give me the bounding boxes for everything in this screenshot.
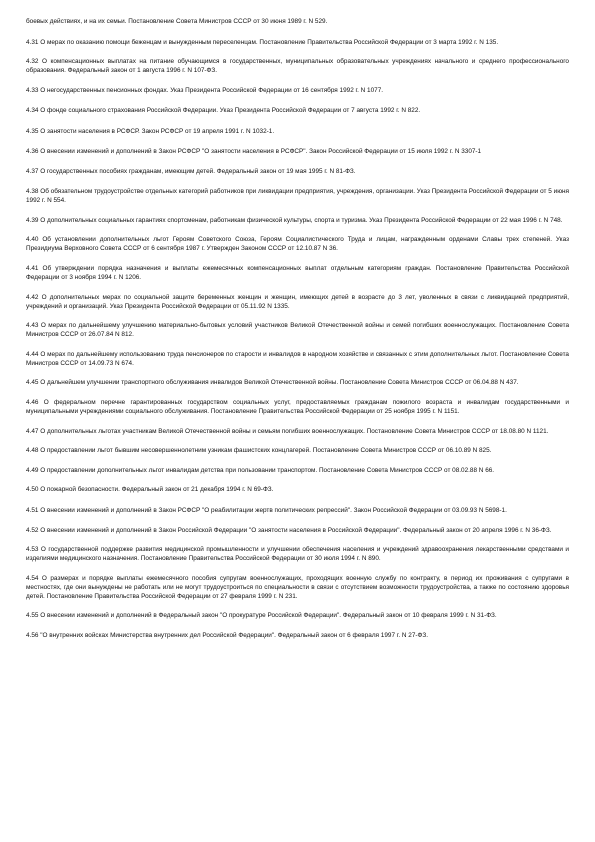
list-item: 4.33 О негосударственных пенсионных фондах. Указ Президента Российской Федерации от 16 сентября 1992 г. N 1077.: [26, 86, 384, 94]
list-item: 4.48 О предоставлении льгот бывшим несовершеннолетним узникам фашистских концлагерей. Постановление Совета Министров СССР от 06.10.89 N 825.: [26, 447, 492, 455]
list-item: 4.34 О фонде социального страхования Российской Федерации. Указ Президента Российской Федерации от 7 августа 1992 г. N 822.: [26, 107, 421, 115]
list-item: 4.56 "О внутренних войсках Министерства внутренних дел Российской Федерации". Федеральный закон от 6 февраля 1997 г. N 27-ФЗ.: [26, 631, 428, 639]
list-item: 4.42 О дополнительных мерах по социальной защите беременных женщин и женщин, имеющих детей в возрасте до 3 лет, уволенных в связи с ликвидацией предприятий, учреждений и организаций. Указ Президента Российской Федерации от 05.11.92 N 1335.: [26, 293, 569, 310]
list-item: 4.43 О мерах по дальнейшему улучшению материально-бытовых условий участников Великой Отечественной войны и семей погибших военнослужащих. Постановление Совета Министров СССР от 26.07.84 N 812.: [26, 322, 569, 339]
list-item: 4.55 О внесении изменений и дополнений в Федеральный закон "О прокуратуре Российской Федерации". Федеральный закон от 10 февраля 1999 г. N 31-ФЗ.: [26, 612, 497, 620]
list-item: 4.44 О мерах по дальнейшему использованию труда пенсионеров по старости и инвалидов в народном хозяйстве и связанных с этим дополнительных льгот. Постановление Совета Министров СССР от 14.09.73 N 674.: [26, 350, 569, 367]
list-item: 4.46 О федеральном перечне гарантированных государством социальных услуг, предоставляемых гражданам пожилого возраста и инвалидам государственными и муниципальными учреждениями социального обслуживания. Постановление Правительства Российской Федерации от 25 ноября 1995 г. N 1151.: [26, 399, 569, 416]
list-item: 4.45 О дальнейшем улучшении транспортного обслуживания инвалидов Великой Отечественной войны. Постановление Совета Министров СССР от 06.04.88 N 437.: [26, 379, 519, 387]
list-item: 4.52 О внесении изменений и дополнений в Закон Российской Федерации "О занятости населения в Российской Федерации". Федеральный закон от 20 апреля 1996 г. N 36-ФЗ.: [26, 526, 552, 534]
list-item: 4.50 О пожарной безопасности. Федеральный закон от 21 декабря 1994 г. N 69-ФЗ.: [26, 486, 274, 494]
list-item: 4.32 О компенсационных выплатах на питание обучающимся в государственных, муниципальных образовательных учреждениях начального и среднего профессионального образования. Федеральный закон от 1 августа 1996 г. N 107-ФЗ.: [26, 58, 569, 75]
list-item: 4.35 О занятости населения в РСФСР. Закон РСФСР от 19 апреля 1991 г. N 1032-1.: [26, 127, 275, 135]
list-item: 4.39 О дополнительных социальных гарантиях спортсменам, работникам физической культуры, спорта и туризма. Указ Президента Российской Федерации от 22 мая 1996 г. N 748.: [26, 216, 563, 224]
list-item: 4.40 Об установлении дополнительных льгот Героям Советского Союза, Героям Социалистического Труда и лицам, награжденным орденами Славы трех степеней. Указ Президиума Верховного Совета СССР от 6 сентября 1987 г. Утвержден Законом СССР от 12.10.87 N 36.: [26, 236, 569, 253]
list-item: 4.36 О внесении изменений и дополнений в Закон РСФСР "О занятости населения в РСФСР". Закон Российской Федерации от 15 июля 1992 г. N 3307-1: [26, 148, 482, 156]
list-item: 4.54 О размерах и порядке выплаты ежемесячного пособия супругам военнослужащих, проходящих военную службу по контракту, в период их проживания с супругами в местностях, где они вынуждены не работать или не могут трудоустроиться по специальности в связи с отсутствием возможности трудоустройства, а также по состоянию здоровья детей. Постановление Правительства Российской Федерации от 27 февраля 1999 г. N 231.: [26, 574, 569, 600]
list-item: 4.49 О предоставлении дополнительных льгот инвалидам детства при пользовании транспортом. Постановление Совета Министров СССР от 08.02.88 N 66.: [26, 466, 495, 474]
list-item: 4.47 О дополнительных льготах участникам Великой Отечественной войны и семьям погибших военнослужащих. Постановление Совета Министров СССР от 18.08.80 N 1121.: [26, 427, 549, 435]
list-item: 4.37 О государственных пособиях гражданам, имеющим детей. Федеральный закон от 19 мая 1995 г. N 81-ФЗ.: [26, 167, 356, 175]
list-item: 4.41 Об утверждении порядка назначения и выплаты ежемесячных компенсационных выплат отдельным категориям граждан. Постановление Правительства Российской Федерации от 3 ноября 1994 г. N 1206.: [26, 265, 569, 282]
list-item: 4.51 О внесении изменений и дополнений в Закон РСФСР "О реабилитации жертв политических репрессий". Закон Российской Федерации от 03.09.93 N 5698-1.: [26, 506, 507, 514]
list-item: 4.38 Об обязательном трудоустройстве отдельных категорий работников при ликвидации предприятия, учреждения, организации. Указ Президента Российской Федерации от 5 июня 1992 г. N 554.: [26, 188, 569, 205]
list-item: 4.53 О государственной поддержке развития медицинской промышленности и улучшении обеспечения населения и учреждений здравоохранения лекарственными средствами и изделиями медицинского назначения. Постановление Правительства Российской Федерации от 30 июля 1994 г. N 890.: [26, 546, 569, 563]
list-item: 4.31 О мерах по оказанию помощи беженцам и вынужденным переселенцам. Постановление Правительства Российской Федерации от 3 марта 1992 г. N 135.: [26, 38, 499, 46]
list-item: боевых действиях, и на их семьи. Постановление Совета Министров СССР от 30 июня 1989 г. N 529.: [26, 18, 328, 25]
